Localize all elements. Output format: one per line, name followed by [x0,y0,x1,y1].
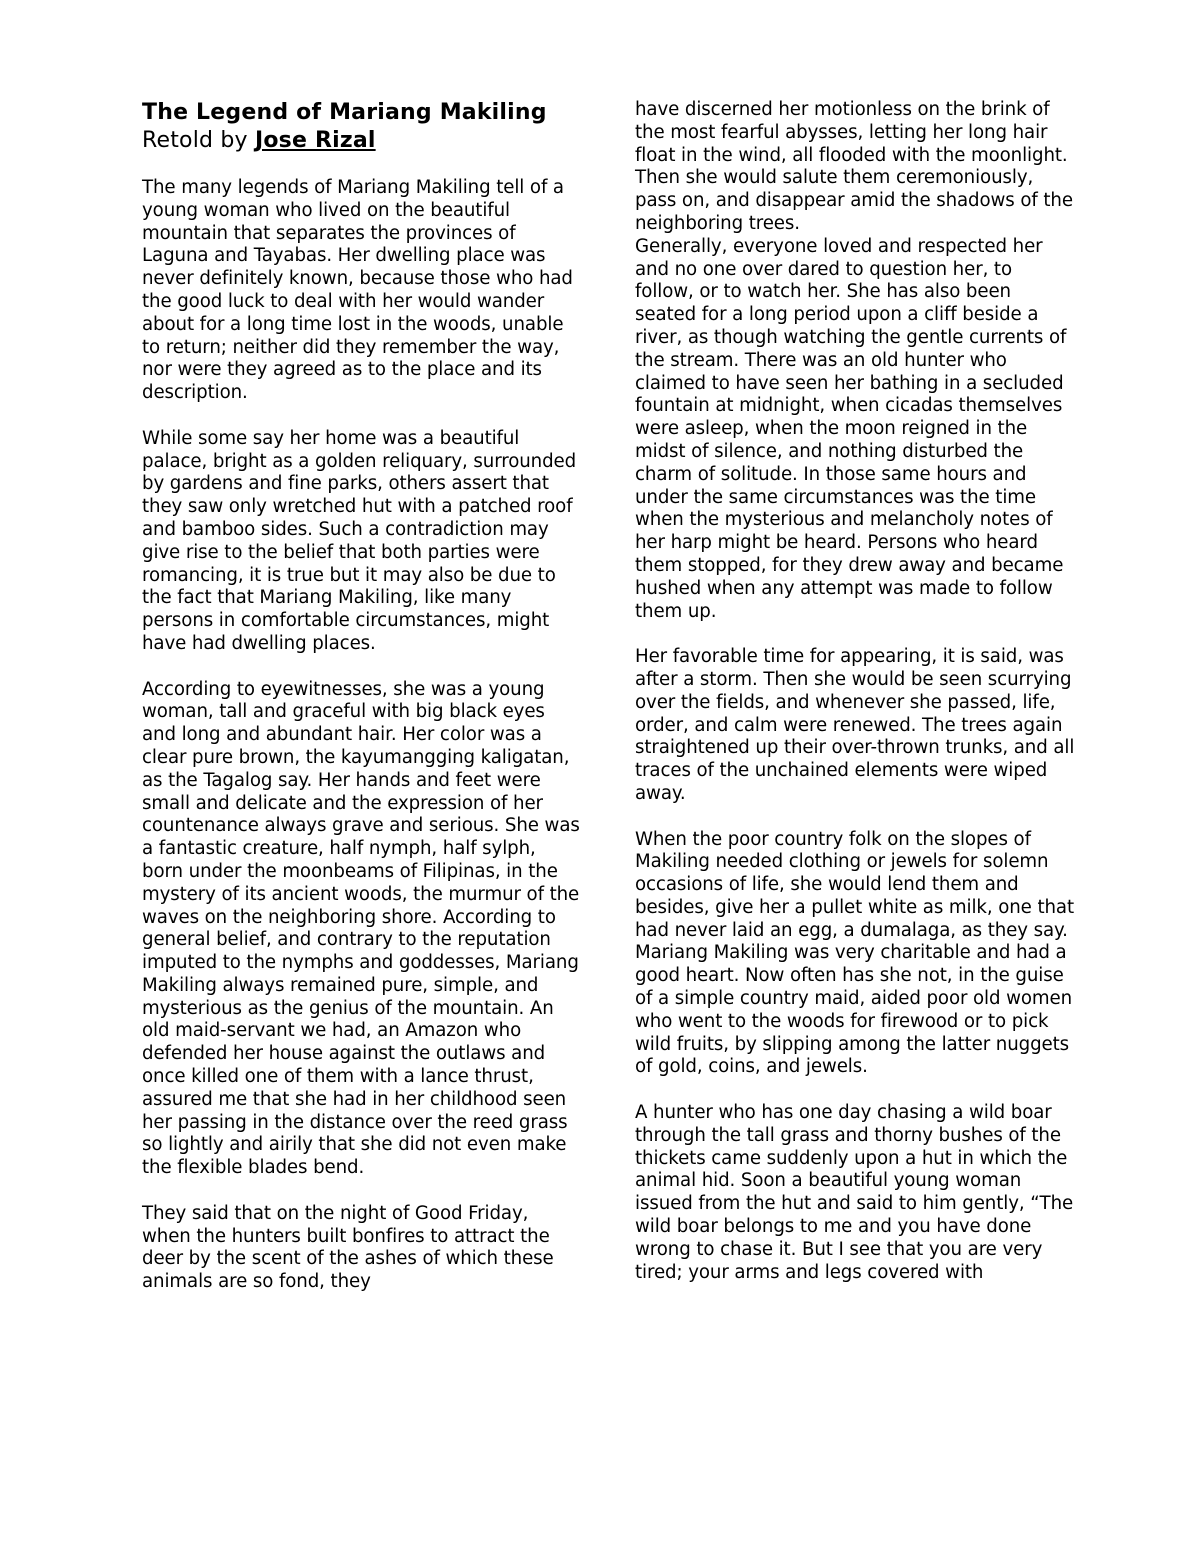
paragraph: They said that on the night of Good Friday, when the hunters built bonfires to attract the deer by the scent of the ashes of which these animals are so fond, they [142,1202,554,1293]
paragraph: Generally, everyone loved and respected her and no one over dared to question her, to follow, or to watch her. She has also been seated for a long period upon a cliff beside a river, as though watching the gentle currents of the stream. There was an old hunter who claimed to have seen her bathing in a secluded fountain at midnight, when cicadas themselves were asleep, when the moon reigned in the midst of silence, and nothing disturbed the charm of solitude. In those same hours and under the same circumstances was the time when the mysterious and melancholy notes of her harp might be heard. Persons who heard them stopped, for they drew away and became hushed when any attempt was made to follow them up. [635,235,1067,622]
paragraph: When the poor country folk on the slopes of Makiling needed clothing or jewels for solemn occasions of life, she would lend them and besides, give her a pullet white as milk, one that had never laid an egg, a dumalaga, as they say. Mariang Makiling was very charitable and had a good heart. Now often has she not, in the guise of a simple country maid, aided poor old women who went to the woods for firewood or to pick wild fruits, by slipping among the latter nuggets of gold, coins, and jewels. [635,828,1074,1078]
paragraph: have discerned her motionless on the brink of the most fearful abysses, letting her long hair float in the wind, all flooded with the moonlight. Then she would salute them ceremoniously, pass on, and disappear amid the shadows of the neighboring trees. [635,99,1073,234]
subtitle-prefix: Retold by [142,128,255,153]
document-title: The Legend of Mariang Makiling [142,100,547,125]
paragraph: According to eyewitnesses, she was a young woman, tall and graceful with big black eyes and long and abundant hair. Her color was a clear pure brown, the kayumangging kaligatan, as the Tagalog say. Her hands and feet were small and delicate and the expression of her countenance always grave and serious. She was a fantastic creature, half nymph, half sylph, born under the moonbeams of Filipinas, in the mystery of its ancient woods, the murmur of the waves on the neighboring shore. According to general belief, and contrary to the reputation imputed to the nymphs and goddesses, Mariang Makiling always remained pure, simple, and mysterious as the genius of the mountain. An old maid-servant we had, an Amazon who defended her house against the outlaws and once killed one of them with a lance thrust, assured me that she had in her childhood seen her passing in the distance over the reed grass so lightly and airily that she did not even make the flexible blades bend. [142,678,580,1179]
left-column [142,99,582,1317]
paragraph: A hunter who has one day chasing a wild boar through the tall grass and thorny bushes of the thickets came suddenly upon a hut in which the animal hid. Soon a beautiful young woman issued from the hut and said to him gently, “The wild boar belongs to me and you have done wrong to chase it. But I see that you are very tired; your arms and legs covered with [635,1102,1074,1283]
title-spacer [142,155,582,177]
right-column [635,99,1075,1307]
paragraph: The many legends of Mariang Makiling tell of a young woman who lived on the beautiful mountain that separates the provinces of Laguna and Tayabas. Her dwelling place was never definitely known, because those who had the good luck to deal with her would wander about for a long time lost in the woods, unable to return; neither did they remember the way, nor were they agreed as to the place and its description. [142,177,573,404]
document-subtitle [142,127,582,155]
paragraph: While some say her home was a beautiful palace, bright as a golden reliquary, surrounded by gardens and fine parks, others assert that they saw only wretched hut with a patched roof and bamboo sides. Such a contradiction may give rise to the belief that both parties were romancing, it is true but it may also be due to the fact that Mariang Makiling, like many persons in comfortable circumstances, might have had dwelling places. [142,427,577,654]
title-block [142,99,582,155]
author-name: Jose Rizal [254,128,376,153]
paragraph: Her favorable time for appearing, it is said, was after a storm. Then she would be seen scurrying over the fields, and whenever she passed, life, order, and calm were renewed. The trees again straightened up their over-thrown trunks, and all traces of the unchained elements were wiped away. [635,646,1075,804]
